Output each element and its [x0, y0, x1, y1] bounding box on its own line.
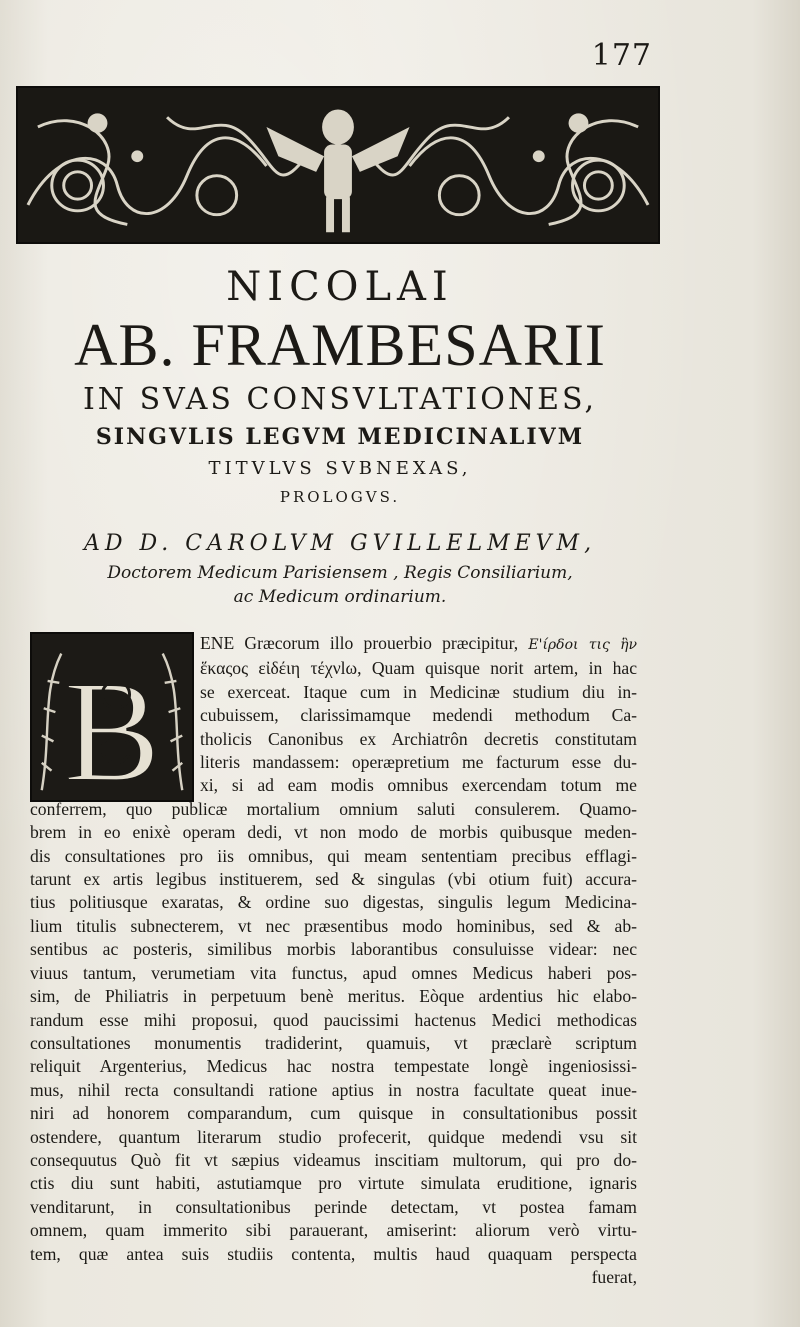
- title-line-4: SINGVLIS LEGVM MEDICINALIVM: [95, 424, 585, 450]
- body-line: omnem, quam immerito sibi parauerant, amiserint: aliorum verò virtu-: [30, 1220, 637, 1241]
- dedication-line-1: AD D. CAROLVM GVILLELMEVM,: [83, 531, 597, 556]
- body-line: ctis diu sunt habiti, astutiamque pro virtute simulata eruditione, ignaris: [30, 1173, 637, 1194]
- body-line: mus, nihil recta consultandi ratione aptius in nostra facultate queat inue-: [30, 1079, 637, 1100]
- title-line-6: PROLOGVS.: [279, 488, 401, 506]
- dedication-line-3: ac Medicum ordinarium.: [233, 587, 447, 607]
- catchword: fuerat,: [591, 1266, 637, 1287]
- body-line: se exerceat. Itaque cum in Medicinæ studium diu in-: [200, 681, 637, 702]
- dedication-line-2: Doctorem Medicum Parisiensem , Regis Consiliarium,: [107, 563, 573, 583]
- title-author-first: NICOLAI: [226, 264, 454, 310]
- body-line: reliquit Argenterius, Medicus hac nostra tempestate longè ingeniosissi-: [30, 1056, 637, 1077]
- svg-text:B: B: [63, 650, 161, 800]
- ornamental-headpiece-icon: [16, 86, 660, 244]
- title-line-5: TITVLVS SVBNEXAS,: [208, 458, 472, 479]
- dedication: [0, 527, 680, 609]
- body-line: consequutus Quò fit vt sæpius videamus inscitiam multorum, qui pro do-: [30, 1149, 637, 1170]
- body-line: brem in eo enixè operam dedi, vt non modo de morbis quibusque meden-: [30, 822, 637, 843]
- body-line: ENE Græcorum illo prouerbio præcipitur, Ε'ίρδοι τις ἣν: [200, 633, 637, 653]
- title-line-3: IN SVAS CONSVLTATIONES,: [82, 382, 598, 417]
- body-text: [30, 632, 637, 1289]
- body-line: tius politiusque exaratas, & ordine suo digestas, singulis legum Medicina-: [30, 892, 637, 913]
- body-line: tarunt ex artis legibus instituerem, sed & singulas (vbi otium fuit) accura-: [30, 869, 637, 890]
- body-line: ostendere, quantum literarum studio profecerit, quidque medendi vsu sit: [30, 1126, 637, 1147]
- body-line: literis mandassem: operæpretium me facturum esse du-: [200, 752, 637, 773]
- page-number: 177: [591, 38, 652, 73]
- body-line: tholicis Canonibus ex Archiatrôn decretis constitutam: [200, 728, 637, 749]
- body-line: viuus tantum, verumetiam vita functus, apud omnes Medicus haberi pos-: [30, 962, 637, 983]
- title-block: [0, 258, 680, 510]
- body-line: consultationes monumentis tradiderint, quamuis, vt præclarè scriptum: [30, 1032, 637, 1053]
- body-line: tem, quæ antea suis studiis contenta, multis haud quaquam perspecta: [30, 1243, 637, 1264]
- body-line: xi, si ad eam modis omnibus exercendam totum me: [200, 775, 637, 796]
- body-line: sentibus ac posteris, similibus morbis laborantibus consuluisse videar: nec: [30, 939, 637, 960]
- body-line: venditarunt, in consultationibus perinde detectam, vt postea famam: [30, 1196, 637, 1217]
- body-line: ἕκαςος εἰδέιη τέχνlω, Quam quisque norit artem, in hac: [200, 658, 637, 679]
- body-line: lium titulis subnecterem, vt nec præsentibus modo hominibus, sed & ab-: [30, 915, 637, 936]
- body-line: sim, de Philiatris in perpetuum benè meritus. Eòque ardentius hic elabo-: [30, 986, 637, 1007]
- body-line: cubuissem, clarissimamque medendi methodum Ca-: [200, 705, 637, 726]
- body-line: dis consultationes pro iis omnibus, qui meam sententiam precibus efflagi-: [30, 845, 637, 866]
- title-author-last: AB. FRAMBESARII: [74, 312, 606, 378]
- body-line: conferrem, quo publicæ mortalium omnium saluti consulerem. Quamo-: [30, 798, 637, 819]
- body-line: randum esse mihi proposui, quod paucissimi hactenus Medici methodicas: [30, 1009, 637, 1030]
- body-line: niri ad honorem comparandum, cum quisque in consultationibus possit: [30, 1103, 637, 1124]
